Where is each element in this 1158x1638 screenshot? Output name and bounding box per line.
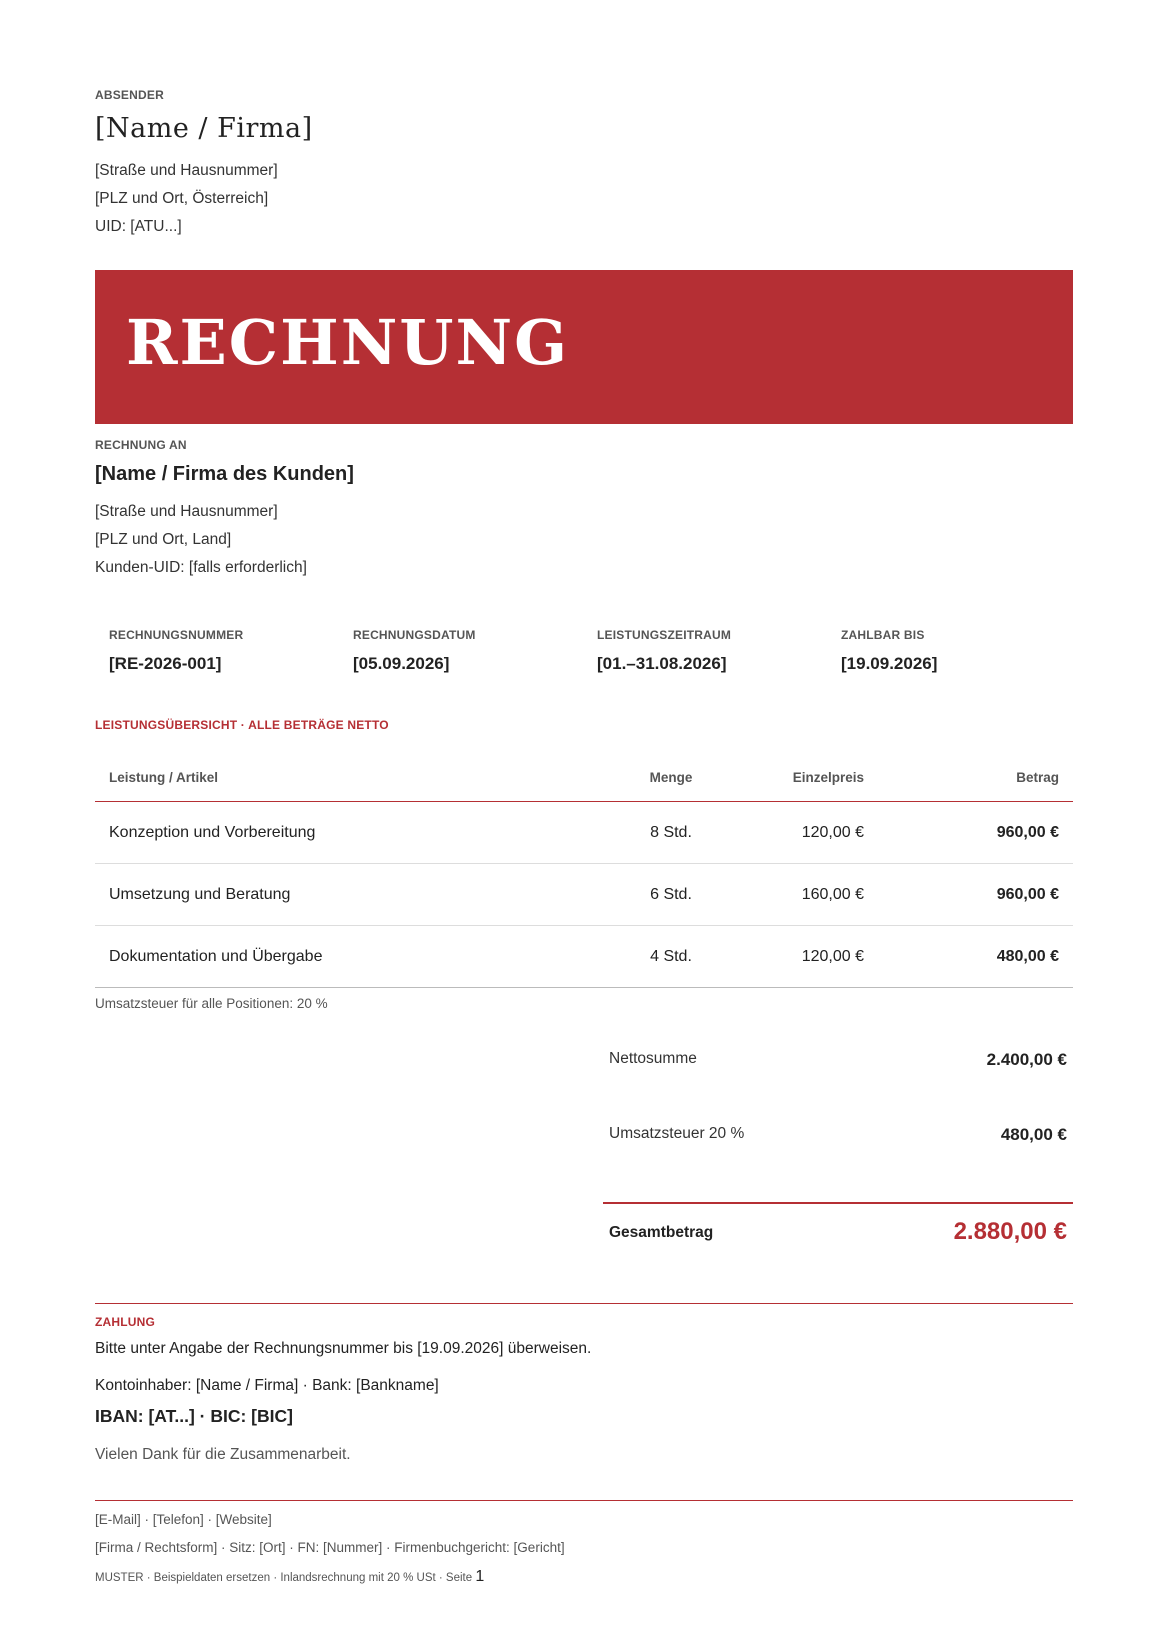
cell-qty: 4 Std.	[650, 947, 692, 965]
client-label: RECHNUNG AN	[95, 438, 187, 452]
sender-label: ABSENDER	[95, 88, 164, 102]
sender-name: [Name / Firma]	[95, 113, 313, 144]
cell-item: Umsetzung und Beratung	[109, 885, 291, 903]
footer-contact: [E-Mail] · [Telefon] · [Website]	[95, 1512, 272, 1527]
meta-due-date	[827, 628, 1071, 674]
meta-value: [RE-2026-001]	[109, 654, 222, 673]
invoice-title: RECHNUNG	[126, 306, 570, 379]
header-unit-price: Einzelpreis	[792, 770, 864, 785]
cell-qty: 8 Std.	[650, 823, 692, 841]
sender-uid: UID: [ATU...]	[95, 218, 182, 235]
payment-iban: IBAN: [AT...] · BIC: [BIC]	[95, 1406, 293, 1426]
client-street: [Straße und Hausnummer]	[95, 503, 278, 520]
items-section-title: LEISTUNGSÜBERSICHT · ALLE BETRÄGE NETTO	[95, 718, 389, 732]
footer-divider	[95, 1500, 1073, 1501]
cell-qty: 6 Std.	[650, 885, 692, 903]
thanks-note: Vielen Dank für die Zusammenarbeit.	[95, 1446, 351, 1463]
meta-label: RECHNUNGSNUMMER	[109, 628, 244, 642]
cell-item: Dokumentation und Übergabe	[109, 947, 323, 965]
items-table	[95, 748, 1073, 988]
cell-unit-price: 160,00 €	[801, 885, 864, 903]
total-net-value: 2.400,00 €	[986, 1050, 1067, 1069]
table-row	[95, 864, 1073, 926]
total-vat-label: Umsatzsteuer 20 %	[609, 1125, 745, 1142]
footer-note-text: MUSTER · Beispieldaten ersetzen · Inlandsrechnung mit 20 % USt · Seite	[95, 1572, 476, 1584]
sender-street: [Straße und Hausnummer]	[95, 162, 278, 179]
meta-label: RECHNUNGSDATUM	[353, 628, 476, 642]
page-number: 1	[475, 1568, 485, 1585]
total-vat-value: 480,00 €	[1000, 1125, 1067, 1144]
invoice-banner	[95, 270, 1073, 424]
meta-service-period	[583, 628, 827, 674]
footer-company: [Firma / Rechtsform] · Sitz: [Ort] · FN: [Nummer] · Firmenbuchgericht: [Gericht]	[95, 1540, 565, 1555]
meta-label: LEISTUNGSZEITRAUM	[597, 628, 732, 642]
total-grand-label: Gesamtbetrag	[609, 1224, 714, 1241]
cell-amount: 960,00 €	[996, 823, 1059, 841]
sender-city: [PLZ und Ort, Österreich]	[95, 190, 269, 207]
footer-note	[95, 1568, 484, 1586]
meta-label: ZAHLBAR BIS	[841, 628, 925, 642]
payment-label: ZAHLUNG	[95, 1315, 156, 1329]
total-grand-row	[603, 1202, 1073, 1272]
header-item: Leistung / Artikel	[109, 770, 219, 785]
vat-note: Umsatzsteuer für alle Positionen: 20 %	[95, 996, 328, 1011]
total-net-label: Nettosumme	[609, 1050, 697, 1067]
cell-item: Konzeption und Vorbereitung	[109, 823, 316, 841]
payment-instructions: Bitte unter Angabe der Rechnungsnummer bis [19.09.2026] überweisen.	[95, 1340, 592, 1357]
table-row	[95, 802, 1073, 864]
client-uid: Kunden-UID: [falls erforderlich]	[95, 559, 307, 576]
cell-unit-price: 120,00 €	[801, 823, 864, 841]
payment-account: Kontoinhaber: [Name / Firma] · Bank: [Bankname]	[95, 1377, 439, 1394]
totals-block	[603, 1030, 1073, 1272]
meta-value: [19.09.2026]	[841, 654, 938, 673]
table-row	[95, 926, 1073, 988]
meta-invoice-date	[339, 628, 583, 674]
client-city: [PLZ und Ort, Land]	[95, 531, 232, 548]
meta-value: [05.09.2026]	[353, 654, 450, 673]
total-vat-row	[603, 1105, 1073, 1180]
header-amount: Betrag	[1016, 770, 1059, 785]
total-net-row	[603, 1030, 1073, 1105]
cell-unit-price: 120,00 €	[801, 947, 864, 965]
total-grand-value: 2.880,00 €	[953, 1218, 1067, 1245]
client-name: [Name / Firma des Kunden]	[95, 463, 354, 485]
table-header	[95, 748, 1073, 802]
cell-amount: 480,00 €	[996, 947, 1059, 965]
header-qty: Menge	[649, 770, 693, 785]
meta-value: [01.–31.08.2026]	[597, 654, 727, 673]
payment-divider	[95, 1303, 1073, 1304]
meta-invoice-number	[95, 628, 339, 674]
cell-amount: 960,00 €	[996, 885, 1059, 903]
